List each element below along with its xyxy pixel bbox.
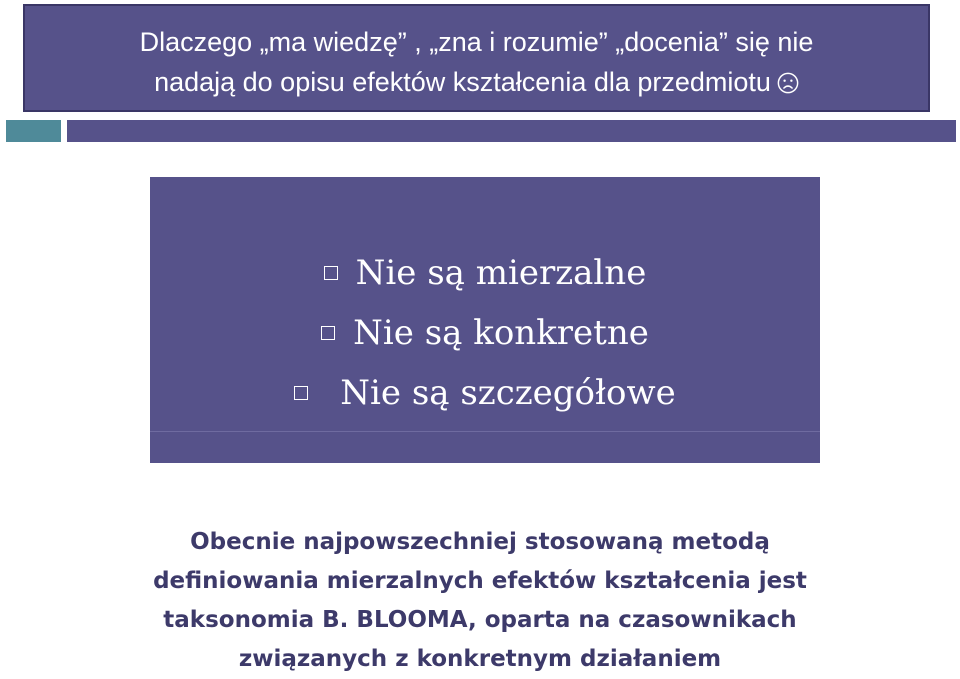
bottom-line-4: związanych z konkretnym działaniem <box>238 646 722 672</box>
accent-bar <box>67 120 956 142</box>
title-line-2: nadają do opisu efektów kształcenia dla przedmiotu <box>154 67 771 97</box>
bottom-paragraph <box>0 523 960 679</box>
checkbox-bullet-icon <box>324 266 338 280</box>
panel-divider <box>150 431 820 432</box>
bullet-item <box>150 243 820 303</box>
sad-face-icon <box>777 72 799 94</box>
bullet-text: Nie są mierzalne <box>355 253 647 293</box>
bullet-item <box>150 303 820 363</box>
bottom-line-2: definiowania mierzalnych efektów kształcenia jest <box>153 568 807 594</box>
accent-block <box>6 120 61 142</box>
bottom-line-3: taksonomia B. BLOOMA, oparta na czasownikach <box>163 607 797 633</box>
slide-title <box>23 4 930 112</box>
bullet-text: Nie są konkretne <box>353 313 649 353</box>
bottom-line-1: Obecnie najpowszechniej stosowaną metodą <box>190 529 770 555</box>
content-panel <box>150 177 820 463</box>
checkbox-bullet-icon <box>321 326 335 340</box>
title-line-1: Dlaczego „ma wiedzę” , „zna i rozumie” „docenia” się nie <box>139 27 814 57</box>
bullet-text: Nie są szczegółowe <box>340 373 676 413</box>
title-line-2-wrap <box>45 62 908 102</box>
bullet-item <box>150 363 820 423</box>
bullet-list <box>150 243 820 423</box>
checkbox-bullet-icon <box>294 386 308 400</box>
